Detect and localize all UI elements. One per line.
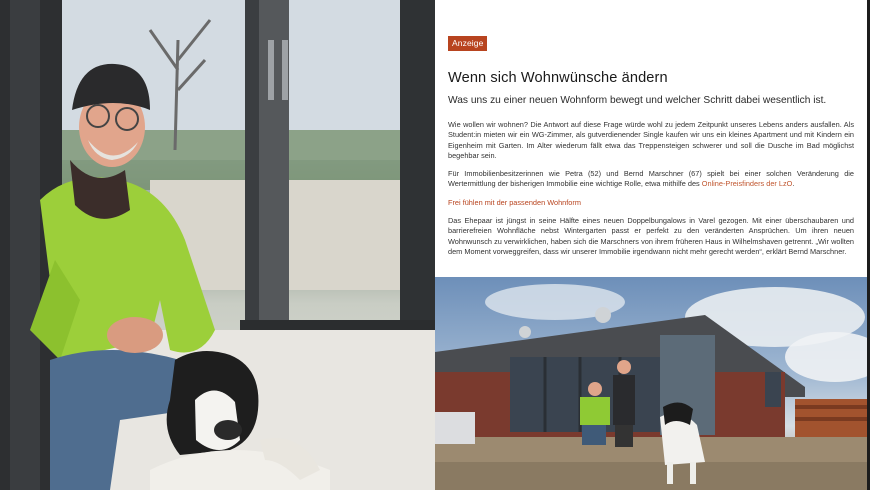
article-panel (435, 0, 867, 268)
paragraph-2-end: . (792, 179, 795, 189)
article-headline: Wenn sich Wohnwünsche ändern (448, 70, 668, 86)
ad-badge: Anzeige (448, 36, 487, 51)
article-paragraph-3: Das Ehepaar ist jüngst in seine Hälfte eines neuen Doppelbungalows in Varel gezogen. Mit einer überschaubaren und barrierefreien Wohnfläche nebst Wintergarten passt er perfekt zu den veränderten Ansprüchen. Um ihren neuen Wohnwunsch zu verwirklichen, haben sich die Marschners von ihrem früheren Haus in Wilhelmshaven getrennt. „Wir wollten dem Moment vorweggreifen, dass wir unserer Immobilie irgendwann nicht mehr gerecht werden“, erklärt Bernd Marschner. (448, 216, 854, 257)
section-heading: Frei fühlen mit der passenden Wohnform (448, 198, 581, 207)
article-subheadline: Was uns zu einer neuen Wohnform bewegt und welcher Schritt dabei wesentlich ist. (448, 95, 827, 106)
paragraph-2-text: Für Immobilienbesitzerinnen wie Petra (52) und Bernd Marschner (67) spielt bei einer solchen Veränderung die Wertermittlung der bisherigen Immobilie eine wichtige Rolle, etwa mithilfe des (448, 169, 854, 189)
online-preisfinder-link[interactable]: Online-Preisfinders der LzO (701, 179, 793, 189)
photo-couple-bungalow (435, 277, 867, 490)
article-paragraph-1: Wie wollen wir wohnen? Die Antwort auf diese Frage würde wohl zu jedem Zeitpunkt unseres Lebens anders ausfallen. Als Student:in mieten wir ein WG-Zimmer, als gutverdienender Single kaufen wir uns ein kleines Apartment und mit Kindern ein Eigenheim mit Garten. Im Alter wiederum fällt etwa das Treppensteigen schwerer und soll die Dusche im Bad möglichst begehbar sein. (448, 120, 854, 161)
article-paragraph-2 (448, 169, 854, 190)
